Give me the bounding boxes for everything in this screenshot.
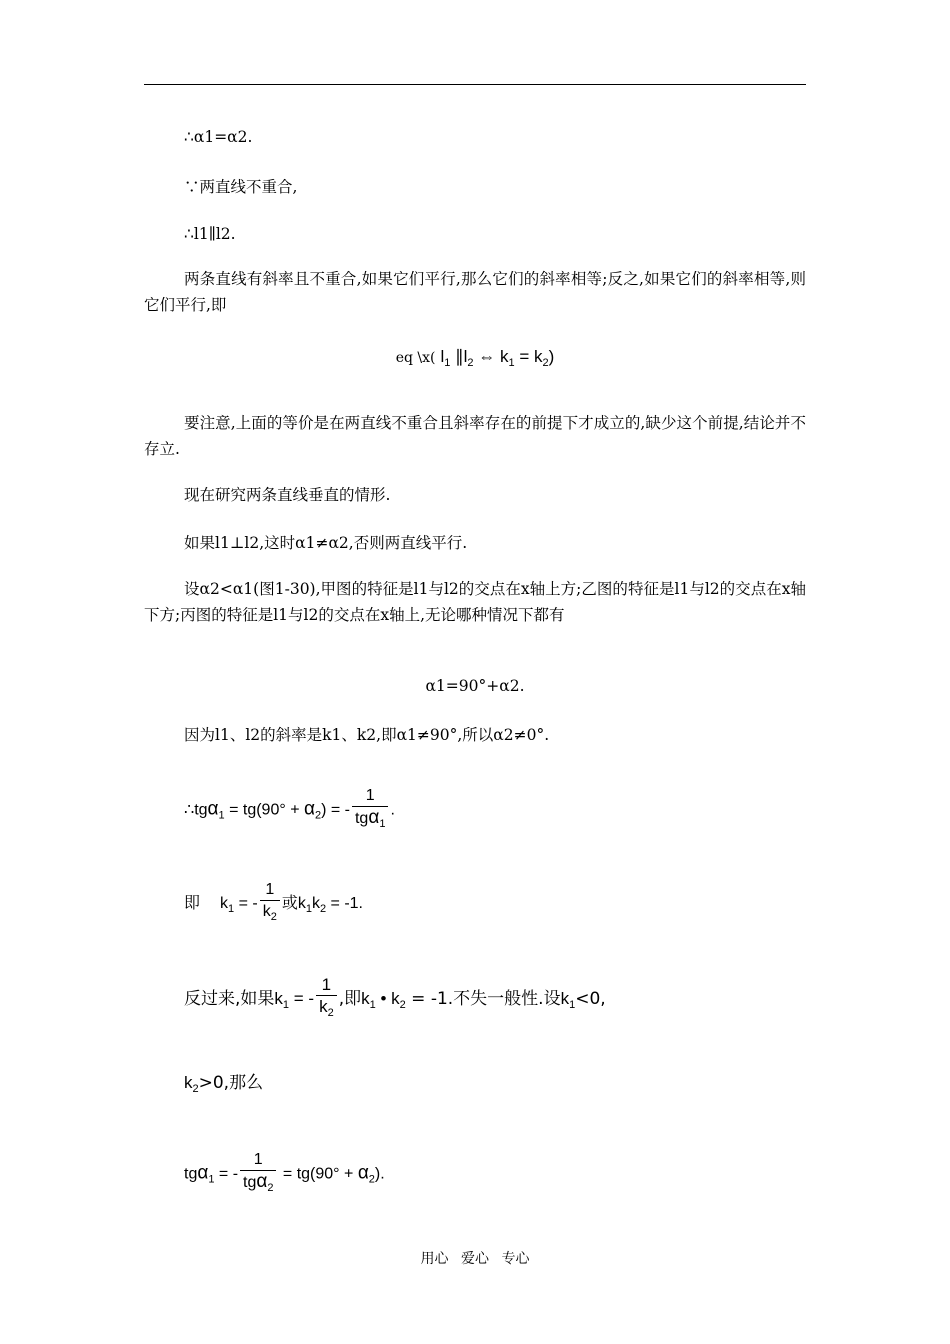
paragraph: 两条直线有斜率且不重合,如果它们平行,那么它们的斜率相等;反之,如果它们的斜率相等,则它们平行,即 — [144, 270, 806, 314]
text-line: 因为l1、l2的斜率是k1、k2,即α1≠90°,所以α2≠0°. — [184, 726, 550, 744]
fraction: $\frac{1}{tg\alpha_1}$ — [352, 786, 388, 835]
header-rule — [144, 84, 806, 85]
formula-converse: 反过来,如果$k_1$ = - $\frac{1}{k_2}$ ,即$k_1$ • $k_2 = -1$.不失一般性.设$k_1<0$, — [184, 975, 606, 1024]
text-line: ∵两直线不重合, — [184, 178, 298, 196]
fraction: $\frac{1}{k_2}$ — [316, 975, 337, 1024]
formula-tan: ∴tgα$_1$ = $tg(90^\circ + \alpha_2)$ = - $\frac{1}{tg\alpha_1}$ . — [184, 786, 395, 835]
fraction: $\frac{1}{tg\alpha_2}$ — [240, 1150, 276, 1199]
formula-tan-converse: tgα$_1$ = - $\frac{1}{tg\alpha_2}$ = $tg(90^\circ + \alpha_2)$. — [184, 1150, 385, 1199]
paragraph: 要注意,上面的等价是在两直线不重合且斜率存在的前提下才成立的,缺少这个前提,结论并不存立. — [144, 414, 806, 458]
equation-eq-field: eq \x( $l_1$ $\parallel l_2$ ⇔ $k_1 = k_2$) — [395, 347, 555, 369]
formula-k2-positive: $k_2>0$,那么 — [184, 1073, 264, 1095]
text-line: ∴α1=α2. — [184, 128, 253, 146]
text-line: 如果l1⊥l2,这时α1≠α2,否则两直线平行. — [184, 534, 468, 552]
formula-alpha: α1=90°+α2. — [425, 677, 525, 695]
text-line: 现在研究两条直线垂直的情形. — [184, 486, 391, 504]
fraction: $\frac{1}{k_2}$ — [260, 880, 280, 928]
page-footer: 用心 爱心 专心 — [420, 1251, 530, 1267]
formula-k: 即 $k_1$ = - $\frac{1}{k_2}$ 或$k_1k_2 = -1$. — [184, 880, 363, 928]
text-line: ∴l1∥l2. — [184, 225, 236, 243]
paragraph: 设α2<α1(图1-30),甲图的特征是l1与l2的交点在x轴上方;乙图的特征是l1与l2的交点在x轴下方;丙图的特征是l1与l2的交点在x轴上,无论哪种情况下都有 — [144, 580, 806, 624]
